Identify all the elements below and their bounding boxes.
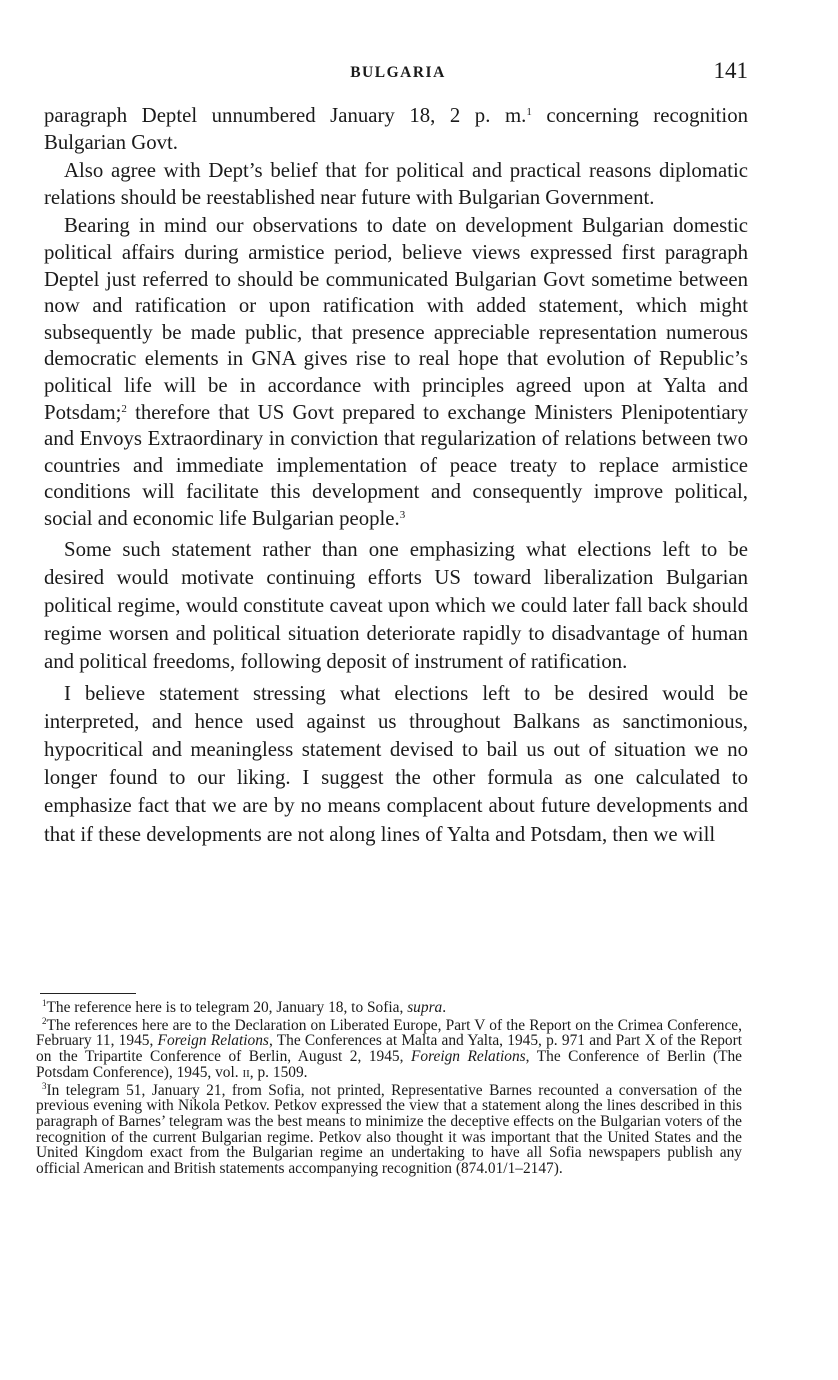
footnote-1-text-a: The reference here is to telegram 20, January 18, to Sofia, [46,999,408,1016]
footnote-2 [36,1015,742,1081]
footnote-2-number: 2 [42,1015,47,1026]
paragraph-1-text-a: paragraph Deptel unnumbered January 18, 2 p. m. [44,104,527,127]
footnote-2-text-a: The references here are to the Declaration on Liberated Europe, Part V of the Report on the Crimea Conference, February 11, 1945, [36,1016,742,1050]
footnote-1-number: 1 [42,998,47,1008]
paragraph-4: Some such statement rather than one emphasizing what elections left to be desired would motivate continuing efforts US toward liberalization Bulgarian political regime, would constitute caveat upon which we could later fall back should regime worsen and political situation deteriorate rapidly to disadvantage of human and political freedoms, following deposit of instrument of ratification. [44,537,748,674]
paragraph-5: I believe statement stressing what elections left to be desired would be interpreted, and hence used against us throughout Balkans as sanctimonious, hypocritical and meaningless statement devised to bail us out of situation we no longer found to our liking. I suggest the other formula as one calculated to emphasize fact that we are by no means complacent about future developments and that if these developments are not along lines of Yalta and Potsdam, then we will [44,681,748,846]
paragraph-3-text-a: Bearing in mind our observations to date on development Bulgarian domestic political affairs during armistice period, believe views expressed first paragraph Deptel just referred to should be communicated Bulgarian Govt sometime between now and ratification or upon ratification with added statement, which might subsequently be made public, that presence appreciable representation numerous democratic elements in GNA gives rise to real hope that evolution of Republic’s political life will be in accordance with principles agreed upon at Yalta and Potsdam; [44,214,748,424]
running-head: BULGARIA [350,64,446,81]
footnote-3 [36,1080,742,1178]
paragraph-1 [44,103,748,156]
footnote-2-text-c: , The Conference of Berlin (The Potsdam Conference), 1945, vol. [36,1048,742,1081]
page-number: 141 [713,58,748,83]
footnote-ref-3: 3 [399,508,406,521]
footnote-2-italic-1: Foreign Relations [157,1032,269,1050]
footnote-1-text-b: . [442,999,447,1016]
paragraph-3-text-b: therefore that US Govt prepared to exchange Ministers Plenipotentiary and Envoys Extraordinary in conviction that regularization of relations between two countries and immediate implementation of peace treaty to replace armistice conditions will facilitate this development and consequently improve political, social and economic life Bulgarian people. [44,400,748,530]
paragraph-3 [44,213,748,532]
footnote-2-volume: ii [242,1063,250,1081]
paragraph-2: Also agree with Dept’s belief that for political and practical reasons diplomatic relations should be reestablished near future with Bulgarian Government. [44,159,748,209]
footnote-2-text-b: , The Conferences at Malta and Yalta, 1945, p. 971 and Part X of the Report on the Tripartite Conference of Berlin, August 2, 1945, [36,1032,742,1066]
footnote-ref-2: 2 [121,402,127,415]
footnote-2-text-d: , p. 1509. [249,1063,308,1081]
footnote-1 [36,1000,742,1016]
page-header [44,58,752,92]
footnote-ref-1: 1 [526,106,532,118]
body-text [44,103,748,851]
footnotes [36,1000,742,1179]
footnote-2-italic-2: Foreign Relations [410,1048,526,1066]
footnote-3-number: 3 [42,1080,47,1091]
footnote-3-text: In telegram 51, January 21, from Sofia, not printed, Representative Barnes recounted a conversation of the previous evening with Nikola Petkov. Petkov expressed the view that a statement along the lines described in this paragraph of Barnes’ telegram was the best means to minimize the deceptive effects on the Bulgarian voters of the recognition of the current Bulgarian regime. Petkov also thought it was important that the United States and the United Kingdom exact from the Bulgarian regime an undertaking to have all Sofia newspapers publish any official American and British statements accompanying recognition (874.01/1–2147). [36,1081,742,1178]
footnote-rule [40,993,136,994]
footnote-1-italic: supra [407,999,443,1016]
paragraph-1-text-b: concerning recognition Bulgarian Govt. [44,104,749,154]
